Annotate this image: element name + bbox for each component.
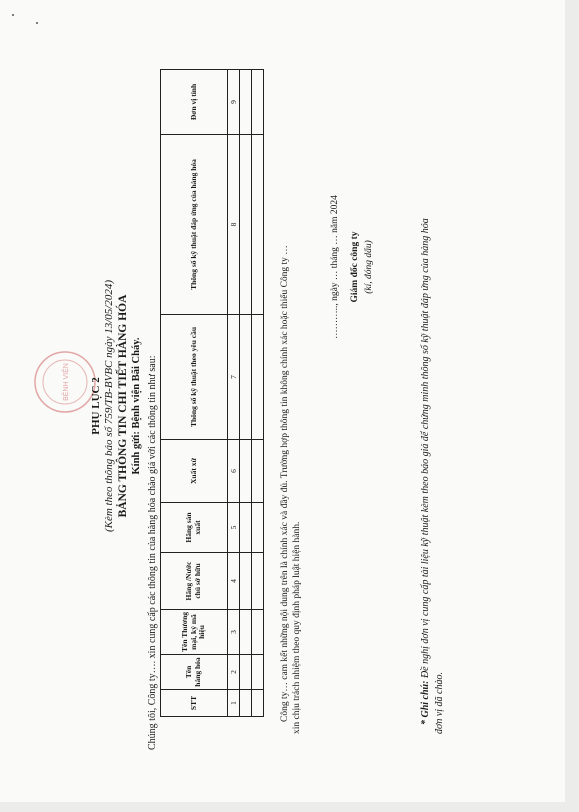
table-header-row bbox=[161, 70, 228, 717]
table-cell bbox=[252, 553, 264, 610]
header-cell: Hãng sản xuất bbox=[161, 503, 228, 553]
table-cell bbox=[252, 70, 264, 135]
table-cell bbox=[252, 315, 264, 440]
header-cell: Hãng /Nước chủ sở hữu bbox=[161, 553, 228, 610]
table-cell: 5 bbox=[228, 503, 240, 553]
table-cell bbox=[240, 503, 252, 553]
recipient-line: Kính gửi: Bệnh viện Bãi Cháy. bbox=[131, 337, 142, 475]
table-cell bbox=[240, 690, 252, 717]
table-cell bbox=[240, 135, 252, 315]
table-row bbox=[240, 70, 252, 717]
table-cell: 3 bbox=[228, 610, 240, 655]
footnote-cont: đơn vị đã chào. bbox=[434, 672, 445, 734]
intro-text: Chúng tôi, Công ty…. xin cung cấp các thông tin của hàng hóa chào giá với các thông tin như sau: bbox=[147, 355, 158, 750]
table-cell bbox=[252, 690, 264, 717]
table-cell bbox=[240, 315, 252, 440]
footnote-label: * Ghi chú: bbox=[420, 680, 431, 725]
table-cell bbox=[240, 610, 252, 655]
appendix-title: PHỤ LỤC 2 bbox=[90, 377, 102, 435]
table-cell bbox=[252, 503, 264, 553]
table-row bbox=[228, 70, 240, 717]
table-title: BẢNG THÔNG TIN CHI TIẾT HÀNG HÓA bbox=[117, 294, 129, 518]
table-cell bbox=[252, 135, 264, 315]
table-cell bbox=[240, 440, 252, 503]
table-cell bbox=[240, 70, 252, 135]
table-cell: 8 bbox=[228, 135, 240, 315]
header-cell: Đơn vị tính bbox=[161, 70, 228, 135]
svg-text:BỆNH VIỆN: BỆNH VIỆN bbox=[63, 363, 70, 401]
signature-role: Giám đốc công ty bbox=[350, 231, 360, 303]
header-cell: Tên Thương mại, ký mã hiệu bbox=[161, 610, 228, 655]
header-cell: Xuất xứ bbox=[161, 440, 228, 503]
goods-detail-table bbox=[160, 69, 264, 717]
appendix-subtitle: (Kèm theo thông báo số 759/TB-BVBC ngày 13/05/2024) bbox=[103, 279, 115, 533]
table-cell: 7 bbox=[228, 315, 240, 440]
commitment-text-cont: xin chịu trách nhiệm theo quy định pháp luật hiện hành. bbox=[292, 521, 302, 734]
table-cell: 4 bbox=[228, 553, 240, 610]
table-cell bbox=[252, 610, 264, 655]
commitment-text: Công ty… cam kết những nội dung trên là chính xác và đầy đủ. Trường hợp thông tin không chính xác hoặc thiếu Công ty … bbox=[280, 245, 290, 722]
table-row bbox=[252, 70, 264, 717]
header-cell: Thông số kỹ thuật theo yêu cầu bbox=[161, 315, 228, 440]
table-cell bbox=[252, 440, 264, 503]
table-cell bbox=[252, 655, 264, 690]
table-cell: 1 bbox=[228, 690, 240, 717]
signature-date: ……….., ngày … tháng … năm 2024 bbox=[330, 195, 340, 339]
table-cell bbox=[240, 655, 252, 690]
signature-note: (kí, đóng dấu) bbox=[364, 240, 374, 294]
table-cell bbox=[240, 553, 252, 610]
footnote-text: Đề nghị đơn vị cung cấp tài liệu kỹ thuật kèm theo báo giá để chứng minh thông số kỹ thuật đáp ứng của hàng hóa bbox=[420, 218, 431, 679]
header-cell: STT bbox=[161, 690, 228, 717]
header-cell: Tên hàng hóa bbox=[161, 655, 228, 690]
table-cell: 2 bbox=[228, 655, 240, 690]
table-cell: 9 bbox=[228, 70, 240, 135]
footnote bbox=[420, 218, 431, 725]
table-cell: 6 bbox=[228, 440, 240, 503]
header-cell: Thông số kỹ thuật đáp ứng của hàng hóa bbox=[161, 135, 228, 315]
